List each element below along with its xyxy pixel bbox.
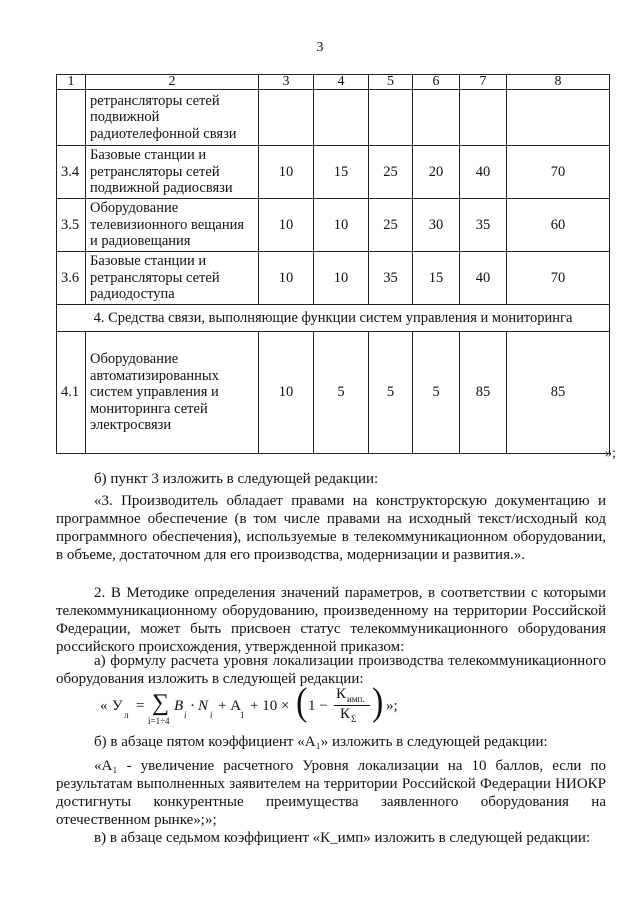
formula-equals: = [136, 698, 145, 714]
formula-plus-10: + 10 × [250, 698, 290, 714]
paragraph-b1: б) пункт 3 изложить в следующей редакции: [94, 471, 379, 487]
formula-sum-sub: i=1÷4 [148, 716, 170, 726]
page-number: 3 [316, 40, 324, 55]
row-name: Оборудование автоматизированных систем управления и мониторинга сетей электросвязи [86, 332, 259, 454]
table-row [57, 146, 610, 199]
header-cell: 8 [507, 75, 610, 90]
header-cell: 6 [413, 75, 460, 90]
formula-open-quote: « [100, 698, 108, 714]
header-cell: 5 [369, 75, 413, 90]
paragraph-a: а) формулу расчета уровня локализации производства телекоммуникационного оборудования изложить в следующей редакции: [56, 653, 606, 687]
row-value: 35 [460, 199, 507, 252]
formula-close-quote: »; [386, 698, 398, 714]
paragraph-a1-definition: «А₁ - увеличение расчетного Уровня локализации на 10 баллов, если по результатам выполненных заявителем на территории Российской Федерации НИОКР достигнуты конкурентные преимущества заявленного оборудования на отечественном рынке»;»; [56, 758, 606, 828]
row-value: 10 [259, 199, 314, 252]
section-title: 4. Средства связи, выполняющие функции систем управления и мониторинга [57, 305, 610, 332]
paragraph-2: 2. В Методике определения значений параметров, в соответствии с которыми телекоммуникационному оборудованию, произведенному на территории Российской Федерации, может быть присвоен статус телекоммуникационного оборудования российского происхождения, утвержденной приказом: [56, 585, 606, 655]
row-value: 85 [507, 332, 610, 454]
table-row [57, 252, 610, 305]
row-name: Базовые станции и ретрансляторы сетей радиодоступа [86, 252, 259, 305]
row-value: 10 [314, 199, 369, 252]
row-value: 10 [314, 252, 369, 305]
formula-plus-a1: + А [218, 698, 242, 714]
formula-numerator-sub: имп. [347, 694, 365, 704]
row-value: 85 [460, 332, 507, 454]
row-value: 10 [259, 332, 314, 454]
row-name: Оборудование телевизионного вещания и радиовещания [86, 199, 259, 252]
row-number: 3.5 [57, 199, 86, 252]
formula-plus-a1-sub: 1 [240, 710, 245, 720]
paragraph-quote3: «3. Производитель обладает правами на конструкторскую документацию и программное обеспечение (в том числе правами на исходный текст/исходный код программного обеспечения), используемые в телекоммуникационном оборудовании, в объеме, достаточном для его производства, модернизации и развития.». [56, 493, 606, 563]
formula-term-b-sub: i [184, 710, 187, 720]
formula-numerator: К [336, 686, 347, 702]
formula-paren-open: ( [296, 681, 308, 724]
header-cell: 7 [460, 75, 507, 90]
header-cell: 2 [86, 75, 259, 90]
row-number: 3.6 [57, 252, 86, 305]
formula-denominator: К [340, 706, 351, 722]
table-closing-quote: »; [605, 446, 616, 461]
paragraph-b2: б) в абзаце пятом коэффициент «А₁» изложить в следующей редакции: [94, 734, 548, 750]
header-cell: 1 [57, 75, 86, 90]
row-number: 4.1 [57, 332, 86, 454]
parameters-table [56, 74, 610, 454]
row-value: 10 [259, 252, 314, 305]
row-value: 70 [507, 252, 610, 305]
row-value: 10 [259, 146, 314, 199]
row-value: 35 [369, 252, 413, 305]
row-value: 5 [369, 332, 413, 454]
paragraph-v: в) в абзаце седьмом коэффициент «К_имп» изложить в следующей редакции: [94, 830, 591, 846]
table-row [57, 90, 610, 146]
row-name: ретрансляторы сетей подвижной радиотелефонной связи [86, 90, 259, 146]
row-value: 25 [369, 199, 413, 252]
formula-term-b: B [174, 698, 184, 714]
row-value: 40 [460, 146, 507, 199]
row-value: 5 [413, 332, 460, 454]
row-value: 15 [314, 146, 369, 199]
localization-formula [100, 681, 520, 726]
row-value: 15 [413, 252, 460, 305]
header-cell: 3 [259, 75, 314, 90]
row-value: 70 [507, 146, 610, 199]
row-value: 40 [460, 252, 507, 305]
formula-lhs: У [112, 698, 123, 714]
row-name: Базовые станции и ретрансляторы сетей подвижной радиосвязи [86, 146, 259, 199]
formula-dot: · [190, 698, 195, 714]
formula-term-n: N [198, 698, 209, 714]
formula-one-minus: 1 − [308, 698, 328, 714]
row-value: 25 [369, 146, 413, 199]
row-value: 60 [507, 199, 610, 252]
formula-term-n-sub: i [210, 710, 213, 720]
formula-paren-close: ) [372, 681, 384, 724]
row-value: 30 [413, 199, 460, 252]
table-row [57, 332, 610, 454]
formula-lhs-sub: л [124, 710, 129, 720]
row-value: 20 [413, 146, 460, 199]
formula-denominator-sub: Σ [351, 714, 357, 724]
section-row [57, 305, 610, 332]
table-row [57, 199, 610, 252]
row-value: 5 [314, 332, 369, 454]
header-cell: 4 [314, 75, 369, 90]
formula-sum: ∑ [152, 690, 170, 716]
row-number: 3.4 [57, 146, 86, 199]
table-header-row [57, 75, 610, 90]
